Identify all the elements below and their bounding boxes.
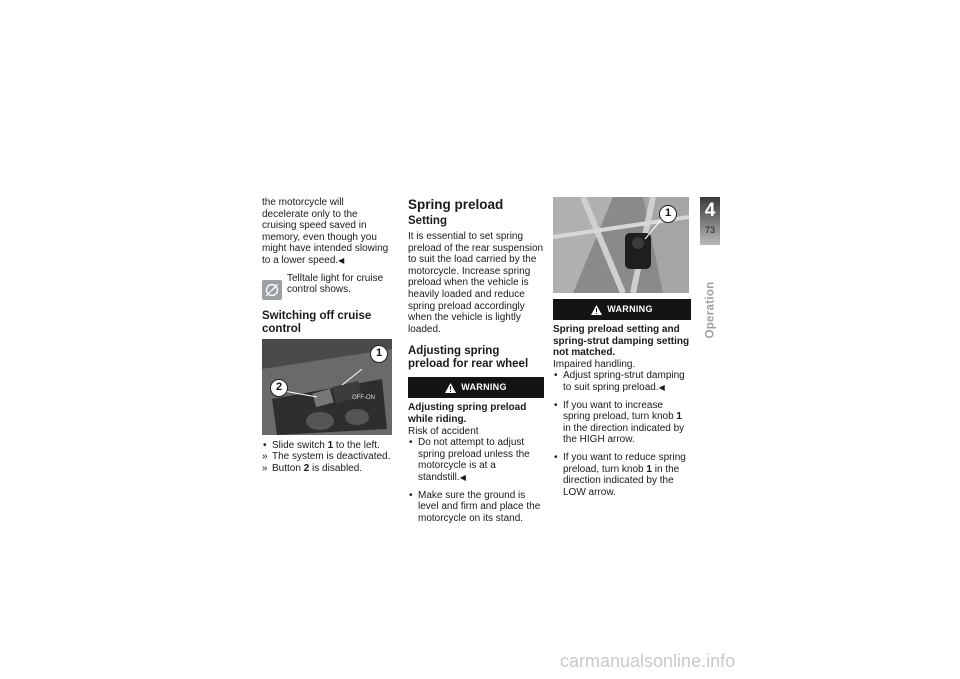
step-slide-switch: • Slide switch 1 to the left.	[262, 440, 392, 452]
intro-text: the motorcycle will decelerate only to the cruising speed saved in memory, even though you might have intended slowing to a lower speed.◀	[262, 197, 389, 266]
callout-1: 1	[370, 345, 388, 363]
result-button-disabled: » Button 2 is disabled.	[262, 463, 392, 475]
warning-triangle-icon	[445, 383, 456, 393]
warning-label: WARNING	[461, 382, 507, 393]
handlebar-switch-photo	[262, 339, 392, 435]
end-mark: ◀	[338, 255, 345, 265]
section-side-label: Operation	[704, 281, 717, 339]
page-section-title: Spring preload	[408, 197, 504, 212]
bullet-increase-preload: • If you want to increase spring preload, turn knob 1 in the direction indicated by the HIGH arrow.	[553, 400, 691, 446]
warning-bullet-standstill: • Do not attempt to adjust spring preload unless the motorcycle is at a standstill.◀	[408, 437, 544, 483]
column-1	[262, 197, 392, 474]
warning-title-2: Spring preload setting and spring-strut damping setting not matched.	[553, 324, 690, 359]
column-3	[553, 197, 691, 498]
bullet-adjust-damping: • Adjust spring-strut damping to suit spring preload.◀	[553, 370, 691, 393]
warning-triangle-icon	[591, 305, 602, 315]
switch-label: OFF-ON	[352, 394, 375, 401]
warning-bar-2	[553, 299, 691, 320]
column-2	[408, 197, 544, 524]
telltale-text: Telltale light for cruise control shows.	[287, 272, 384, 296]
chapter-number: 4	[704, 200, 716, 221]
warning-bar	[408, 377, 544, 398]
bullet-ground-level: • Make sure the ground is level and firm and place the motorcycle on its stand.	[408, 490, 544, 525]
watermark: carmanualsonline.info	[560, 651, 736, 671]
warning-subtitle: Risk of accident	[408, 425, 479, 437]
result-deactivated: » The system is deactivated.	[262, 451, 392, 463]
subheading-setting: Setting	[408, 215, 447, 227]
callout-knob-1: 1	[659, 205, 677, 223]
section-heading-cruise-off: Switching off cruise control	[262, 309, 372, 335]
callout-2: 2	[270, 379, 288, 397]
setting-text: It is essential to set spring preload of the rear suspension to suit the load carried by the motorcycle. Increase spring preload when the vehicle is heavily loaded and reduce spring preload accordingly when the vehicle is lightly loaded.	[408, 231, 544, 335]
warning-subtitle-2: Impaired handling.	[553, 358, 636, 370]
bullet-reduce-preload: • If you want to reduce spring preload, turn knob 1 in the direction indicated by the LOW arrow.	[553, 452, 691, 498]
cruise-control-icon	[262, 280, 282, 300]
page-number: 73	[704, 225, 715, 235]
chapter-tab	[700, 197, 720, 245]
warning-title: Adjusting spring preload while riding.	[408, 402, 527, 425]
subheading-adjust: Adjusting spring preload for rear wheel	[408, 345, 529, 371]
warning-label-2: WARNING	[607, 303, 653, 314]
preload-knob-photo	[553, 197, 689, 293]
telltale-note	[262, 273, 392, 300]
